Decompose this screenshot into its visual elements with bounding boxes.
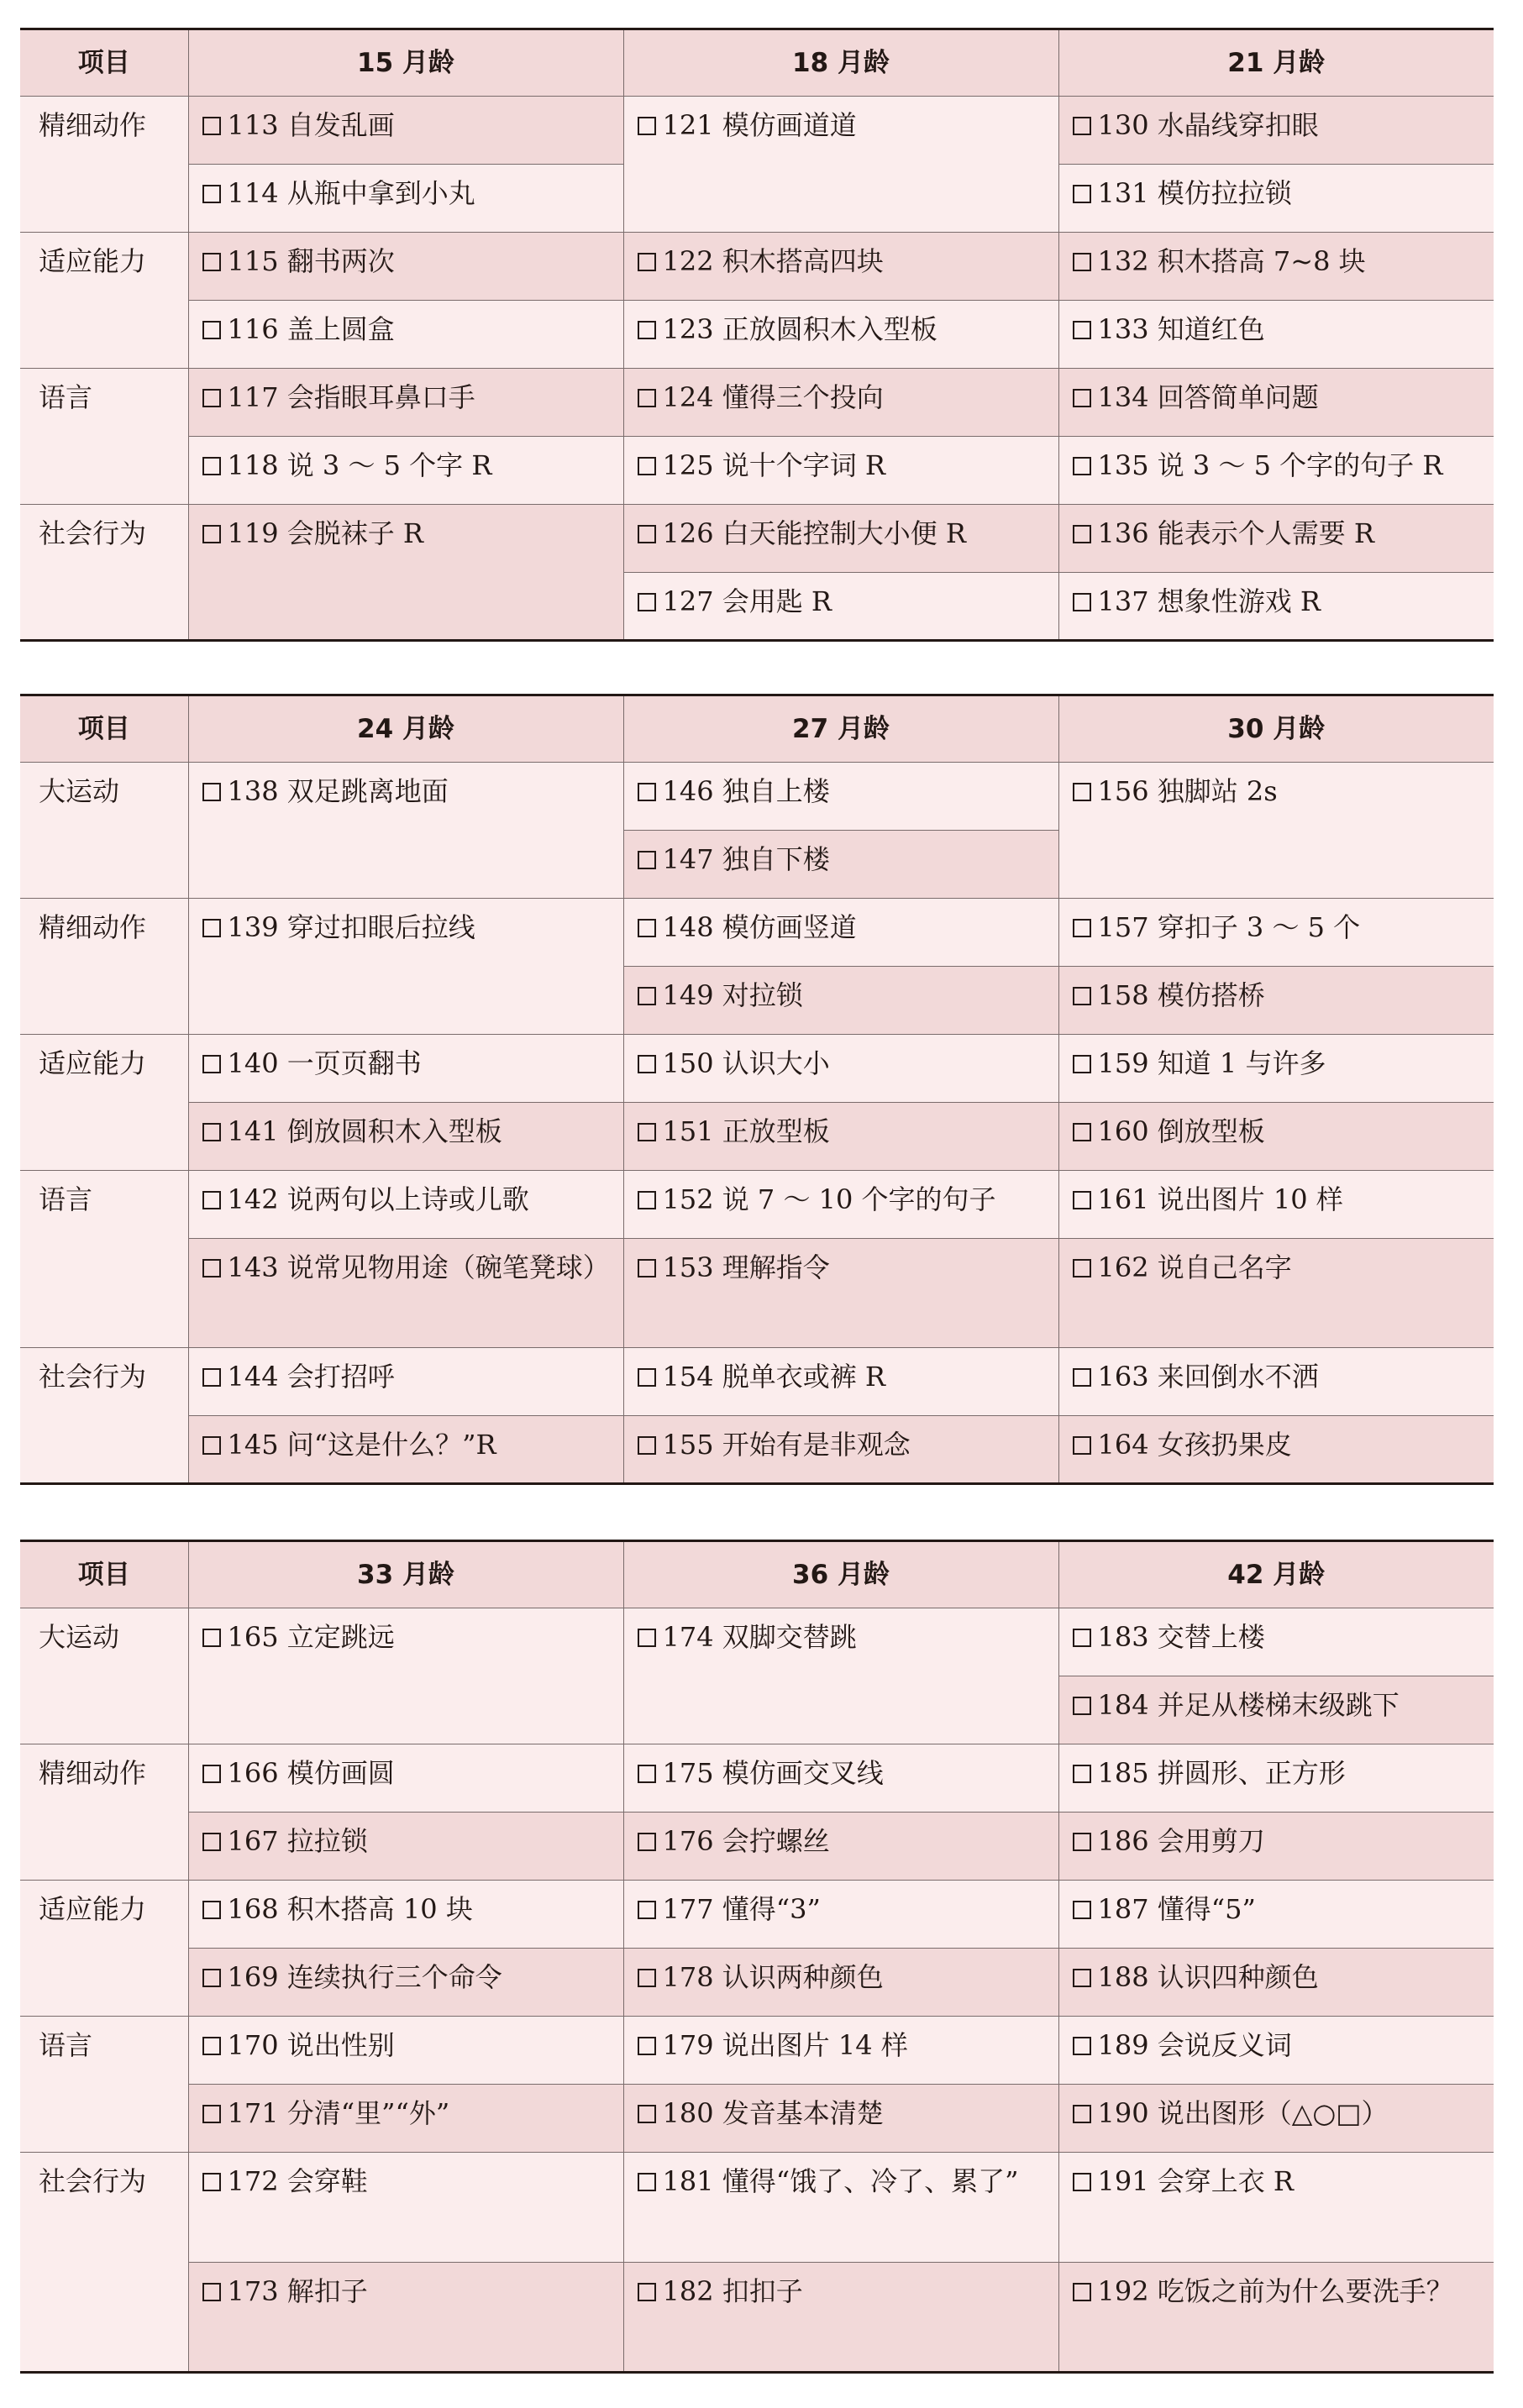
category-label: 社会行为 xyxy=(20,1348,188,1484)
category-label: 精细动作 xyxy=(20,97,188,233)
checklist-item[interactable]: 182 扣扣子 xyxy=(623,2263,1058,2373)
square-checkbox-icon[interactable] xyxy=(202,2105,221,2123)
checklist-item[interactable]: 169 连续执行三个命令 xyxy=(188,1949,623,2017)
checklist-item[interactable]: 168 积木搭高 10 块 xyxy=(188,1881,623,1949)
table-row xyxy=(20,1949,1494,2017)
square-checkbox-icon[interactable] xyxy=(638,987,656,1005)
square-checkbox-icon[interactable] xyxy=(1073,1697,1091,1715)
square-checkbox-icon[interactable] xyxy=(1073,2173,1091,2191)
square-checkbox-icon[interactable] xyxy=(202,1629,221,1647)
square-checkbox-icon[interactable] xyxy=(638,117,656,135)
checklist-item[interactable]: 172 会穿鞋 xyxy=(188,2153,623,2263)
table-header-row xyxy=(20,29,1494,97)
header-age: 36 月龄 xyxy=(623,1541,1058,1608)
table-row xyxy=(20,1744,1494,1813)
square-checkbox-icon[interactable] xyxy=(202,389,221,407)
checklist-item[interactable]: 132 积木搭高 7~8 块 xyxy=(1058,233,1494,301)
table-row xyxy=(20,899,1494,967)
checklist-item[interactable]: 170 说出性别 xyxy=(188,2017,623,2085)
checklist-item[interactable]: 171 分清“里”“外” xyxy=(188,2085,623,2153)
square-checkbox-icon[interactable] xyxy=(1073,919,1091,937)
square-checkbox-icon[interactable] xyxy=(638,851,656,869)
checklist-item[interactable]: 183 交替上楼 xyxy=(1058,1608,1494,1676)
square-checkbox-icon[interactable] xyxy=(202,185,221,203)
checklist-item[interactable]: 165 立定跳远 xyxy=(188,1608,623,1744)
square-checkbox-icon[interactable] xyxy=(638,457,656,475)
square-checkbox-icon[interactable] xyxy=(638,1191,656,1209)
checklist-item[interactable]: 152 说 7 ～ 10 个字的句子 xyxy=(623,1171,1058,1239)
checklist-item[interactable]: 187 懂得“5” xyxy=(1058,1881,1494,1949)
checklist-item[interactable]: 144 会打招呼 xyxy=(188,1348,623,1416)
checklist-item[interactable]: 125 说十个字词 R xyxy=(623,437,1058,505)
table-header-row xyxy=(20,1541,1494,1608)
checklist-item[interactable]: 122 积木搭高四块 xyxy=(623,233,1058,301)
square-checkbox-icon[interactable] xyxy=(202,1191,221,1209)
square-checkbox-icon[interactable] xyxy=(1073,525,1091,543)
checklist-item[interactable]: 137 想象性游戏 R xyxy=(1058,573,1494,641)
checklist-item[interactable]: 114 从瓶中拿到小丸 xyxy=(188,165,623,233)
checklist-item[interactable]: 136 能表示个人需要 R xyxy=(1058,505,1494,573)
milestone-table-33-42 xyxy=(20,1540,1494,2374)
table-row xyxy=(20,1171,1494,1239)
checklist-item[interactable]: 157 穿扣子 3 ～ 5 个 xyxy=(1058,899,1494,967)
square-checkbox-icon[interactable] xyxy=(638,1969,656,1987)
header-item: 项目 xyxy=(20,29,188,97)
table-row xyxy=(20,1103,1494,1171)
checklist-item[interactable]: 167 拉拉锁 xyxy=(188,1813,623,1881)
checklist-item[interactable]: 135 说 3 ～ 5 个字的句子 R xyxy=(1058,437,1494,505)
square-checkbox-icon[interactable] xyxy=(1073,593,1091,611)
checklist-item[interactable]: 166 模仿画圆 xyxy=(188,1744,623,1813)
checklist-item[interactable]: 127 会用匙 R xyxy=(623,573,1058,641)
checklist-item[interactable]: 186 会用剪刀 xyxy=(1058,1813,1494,1881)
table-row xyxy=(20,763,1494,831)
table-row xyxy=(20,1035,1494,1103)
square-checkbox-icon[interactable] xyxy=(202,1123,221,1141)
table-header-row xyxy=(20,695,1494,763)
square-checkbox-icon[interactable] xyxy=(1073,389,1091,407)
checklist-item[interactable]: 176 会拧螺丝 xyxy=(623,1813,1058,1881)
table-row xyxy=(20,301,1494,369)
square-checkbox-icon[interactable] xyxy=(202,457,221,475)
square-checkbox-icon[interactable] xyxy=(638,1833,656,1851)
checklist-item[interactable]: 142 说两句以上诗或儿歌 xyxy=(188,1171,623,1239)
square-checkbox-icon[interactable] xyxy=(638,1055,656,1073)
checklist-item[interactable]: 119 会脱袜子 R xyxy=(188,505,623,641)
header-age: 21 月龄 xyxy=(1058,29,1494,97)
header-age: 30 月龄 xyxy=(1058,695,1494,763)
checklist-item[interactable]: 131 模仿拉拉锁 xyxy=(1058,165,1494,233)
checklist-item[interactable]: 117 会指眼耳鼻口手 xyxy=(188,369,623,437)
checklist-item[interactable]: 178 认识两种颜色 xyxy=(623,1949,1058,2017)
square-checkbox-icon[interactable] xyxy=(1073,117,1091,135)
checklist-item[interactable]: 140 一页页翻书 xyxy=(188,1035,623,1103)
category-label: 语言 xyxy=(20,369,188,505)
square-checkbox-icon[interactable] xyxy=(1073,1765,1091,1783)
square-checkbox-icon[interactable] xyxy=(202,919,221,937)
checklist-item[interactable]: 143 说常见物用途（碗笔凳球） xyxy=(188,1239,623,1348)
square-checkbox-icon[interactable] xyxy=(638,1123,656,1141)
square-checkbox-icon[interactable] xyxy=(202,783,221,801)
checklist-item[interactable]: 139 穿过扣眼后拉线 xyxy=(188,899,623,1035)
square-checkbox-icon[interactable] xyxy=(1073,185,1091,203)
checklist-item[interactable]: 180 发音基本清楚 xyxy=(623,2085,1058,2153)
square-checkbox-icon[interactable] xyxy=(1073,2283,1091,2301)
table-row xyxy=(20,2017,1494,2085)
checklist-item[interactable]: 138 双足跳离地面 xyxy=(188,763,623,899)
square-checkbox-icon[interactable] xyxy=(202,2283,221,2301)
square-checkbox-icon[interactable] xyxy=(1073,1191,1091,1209)
square-checkbox-icon[interactable] xyxy=(638,593,656,611)
square-checkbox-icon[interactable] xyxy=(1073,1969,1091,1987)
category-label: 精细动作 xyxy=(20,899,188,1035)
header-age: 15 月龄 xyxy=(188,29,623,97)
square-checkbox-icon[interactable] xyxy=(202,525,221,543)
square-checkbox-icon[interactable] xyxy=(202,1833,221,1851)
table-row xyxy=(20,437,1494,505)
checklist-item[interactable]: 151 正放型板 xyxy=(623,1103,1058,1171)
square-checkbox-icon[interactable] xyxy=(1073,987,1091,1005)
square-checkbox-icon[interactable] xyxy=(1073,1833,1091,1851)
checklist-item[interactable]: 154 脱单衣或裤 R xyxy=(623,1348,1058,1416)
square-checkbox-icon[interactable] xyxy=(638,525,656,543)
square-checkbox-icon[interactable] xyxy=(638,1259,656,1277)
checklist-item[interactable]: 130 水晶线穿扣眼 xyxy=(1058,97,1494,165)
square-checkbox-icon[interactable] xyxy=(638,1436,656,1455)
checklist-item[interactable]: 161 说出图片 10 样 xyxy=(1058,1171,1494,1239)
checklist-item[interactable]: 188 认识四种颜色 xyxy=(1058,1949,1494,2017)
square-checkbox-icon[interactable] xyxy=(638,2283,656,2301)
square-checkbox-icon[interactable] xyxy=(202,1901,221,1919)
checklist-item[interactable]: 148 模仿画竖道 xyxy=(623,899,1058,967)
header-age: 33 月龄 xyxy=(188,1541,623,1608)
category-label: 语言 xyxy=(20,2017,188,2153)
square-checkbox-icon[interactable] xyxy=(1073,783,1091,801)
checklist-item[interactable]: 164 女孩扔果皮 xyxy=(1058,1416,1494,1484)
checklist-item[interactable]: 174 双脚交替跳 xyxy=(623,1608,1058,1744)
square-checkbox-icon[interactable] xyxy=(1073,2105,1091,2123)
square-checkbox-icon[interactable] xyxy=(202,2037,221,2055)
square-checkbox-icon[interactable] xyxy=(638,783,656,801)
square-checkbox-icon[interactable] xyxy=(1073,1368,1091,1387)
checklist-item[interactable]: 147 独自下楼 xyxy=(623,831,1058,899)
category-label: 大运动 xyxy=(20,1608,188,1744)
header-age: 18 月龄 xyxy=(623,29,1058,97)
checklist-item[interactable]: 124 懂得三个投向 xyxy=(623,369,1058,437)
checklist-item[interactable]: 113 自发乱画 xyxy=(188,97,623,165)
square-checkbox-icon[interactable] xyxy=(638,1901,656,1919)
checklist-item[interactable]: 190 说出图形（△○□） xyxy=(1058,2085,1494,2153)
checklist-item[interactable]: 153 理解指令 xyxy=(623,1239,1058,1348)
checklist-item[interactable]: 149 对拉锁 xyxy=(623,967,1058,1035)
category-label: 适应能力 xyxy=(20,233,188,369)
checklist-item[interactable]: 158 模仿搭桥 xyxy=(1058,967,1494,1035)
header-item: 项目 xyxy=(20,1541,188,1608)
milestone-table-24-30 xyxy=(20,694,1494,1485)
square-checkbox-icon[interactable] xyxy=(638,2173,656,2191)
table-row xyxy=(20,2153,1494,2263)
checklist-item[interactable]: 177 懂得“3” xyxy=(623,1881,1058,1949)
category-label: 语言 xyxy=(20,1171,188,1348)
checklist-item[interactable]: 116 盖上圆盒 xyxy=(188,301,623,369)
checklist-item[interactable]: 150 认识大小 xyxy=(623,1035,1058,1103)
square-checkbox-icon[interactable] xyxy=(1073,1901,1091,1919)
checklist-item[interactable]: 118 说 3 ～ 5 个字 R xyxy=(188,437,623,505)
category-label: 精细动作 xyxy=(20,1744,188,1881)
table-row xyxy=(20,1348,1494,1416)
table-row xyxy=(20,2263,1494,2373)
checklist-item[interactable]: 133 知道红色 xyxy=(1058,301,1494,369)
table-row xyxy=(20,1881,1494,1949)
square-checkbox-icon[interactable] xyxy=(1073,321,1091,339)
square-checkbox-icon[interactable] xyxy=(202,117,221,135)
checklist-item[interactable]: 141 倒放圆积木入型板 xyxy=(188,1103,623,1171)
square-checkbox-icon[interactable] xyxy=(638,1765,656,1783)
checklist-item[interactable]: 126 白天能控制大小便 R xyxy=(623,505,1058,573)
checklist-item[interactable]: 185 拼圆形、正方形 xyxy=(1058,1744,1494,1813)
category-label: 社会行为 xyxy=(20,2153,188,2373)
square-checkbox-icon[interactable] xyxy=(1073,1436,1091,1455)
checklist-item[interactable]: 123 正放圆积木入型板 xyxy=(623,301,1058,369)
checklist-item[interactable]: 160 倒放型板 xyxy=(1058,1103,1494,1171)
square-checkbox-icon[interactable] xyxy=(638,1629,656,1647)
table-row xyxy=(20,233,1494,301)
checklist-item[interactable]: 181 懂得“饿了、冷了、累了” xyxy=(623,2153,1058,2263)
category-label: 社会行为 xyxy=(20,505,188,641)
table-row xyxy=(20,2085,1494,2153)
checklist-item[interactable]: 184 并足从楼梯末级跳下 xyxy=(1058,1676,1494,1744)
checklist-item[interactable]: 173 解扣子 xyxy=(188,2263,623,2373)
checklist-item[interactable]: 155 开始有是非观念 xyxy=(623,1416,1058,1484)
square-checkbox-icon[interactable] xyxy=(202,253,221,271)
square-checkbox-icon[interactable] xyxy=(638,1368,656,1387)
checklist-item[interactable]: 163 来回倒水不洒 xyxy=(1058,1348,1494,1416)
square-checkbox-icon[interactable] xyxy=(202,2173,221,2191)
square-checkbox-icon[interactable] xyxy=(202,1368,221,1387)
checklist-item[interactable]: 159 知道 1 与许多 xyxy=(1058,1035,1494,1103)
checklist-item[interactable]: 115 翻书两次 xyxy=(188,233,623,301)
table-row xyxy=(20,97,1494,165)
checklist-item[interactable]: 146 独自上楼 xyxy=(623,763,1058,831)
table-row xyxy=(20,1608,1494,1676)
checklist-item[interactable]: 192 吃饭之前为什么要洗手？ xyxy=(1058,2263,1494,2373)
square-checkbox-icon[interactable] xyxy=(638,919,656,937)
checklist-item[interactable]: 191 会穿上衣 R xyxy=(1058,2153,1494,2263)
checklist-item[interactable]: 189 会说反义词 xyxy=(1058,2017,1494,2085)
square-checkbox-icon[interactable] xyxy=(1073,2037,1091,2055)
checklist-item[interactable]: 179 说出图片 14 样 xyxy=(623,2017,1058,2085)
header-item: 项目 xyxy=(20,695,188,763)
square-checkbox-icon[interactable] xyxy=(1073,457,1091,475)
table-row xyxy=(20,505,1494,573)
header-age: 27 月龄 xyxy=(623,695,1058,763)
table-row xyxy=(20,1239,1494,1348)
square-checkbox-icon[interactable] xyxy=(638,2105,656,2123)
milestone-table-15-21 xyxy=(20,28,1494,642)
square-checkbox-icon[interactable] xyxy=(638,2037,656,2055)
square-checkbox-icon[interactable] xyxy=(202,321,221,339)
square-checkbox-icon[interactable] xyxy=(1073,1629,1091,1647)
header-age: 42 月龄 xyxy=(1058,1541,1494,1608)
checklist-item[interactable]: 145 问“这是什么？”R xyxy=(188,1416,623,1484)
checklist-item[interactable]: 175 模仿画交叉线 xyxy=(623,1744,1058,1813)
checklist-item[interactable]: 134 回答简单问题 xyxy=(1058,369,1494,437)
square-checkbox-icon[interactable] xyxy=(638,253,656,271)
square-checkbox-icon[interactable] xyxy=(638,389,656,407)
square-checkbox-icon[interactable] xyxy=(202,1055,221,1073)
square-checkbox-icon[interactable] xyxy=(202,1765,221,1783)
square-checkbox-icon[interactable] xyxy=(202,1969,221,1987)
checklist-item[interactable]: 162 说自己名字 xyxy=(1058,1239,1494,1348)
square-checkbox-icon[interactable] xyxy=(1073,1259,1091,1277)
square-checkbox-icon[interactable] xyxy=(1073,1123,1091,1141)
category-label: 适应能力 xyxy=(20,1881,188,2017)
checklist-item[interactable]: 121 模仿画道道 xyxy=(623,97,1058,233)
square-checkbox-icon[interactable] xyxy=(638,321,656,339)
category-label: 大运动 xyxy=(20,763,188,899)
square-checkbox-icon[interactable] xyxy=(1073,1055,1091,1073)
square-checkbox-icon[interactable] xyxy=(1073,253,1091,271)
header-age: 24 月龄 xyxy=(188,695,623,763)
table-row xyxy=(20,1813,1494,1881)
category-label: 适应能力 xyxy=(20,1035,188,1171)
table-row xyxy=(20,369,1494,437)
table-row xyxy=(20,1416,1494,1484)
square-checkbox-icon[interactable] xyxy=(202,1259,221,1277)
checklist-item[interactable]: 156 独脚站 2s xyxy=(1058,763,1494,899)
square-checkbox-icon[interactable] xyxy=(202,1436,221,1455)
